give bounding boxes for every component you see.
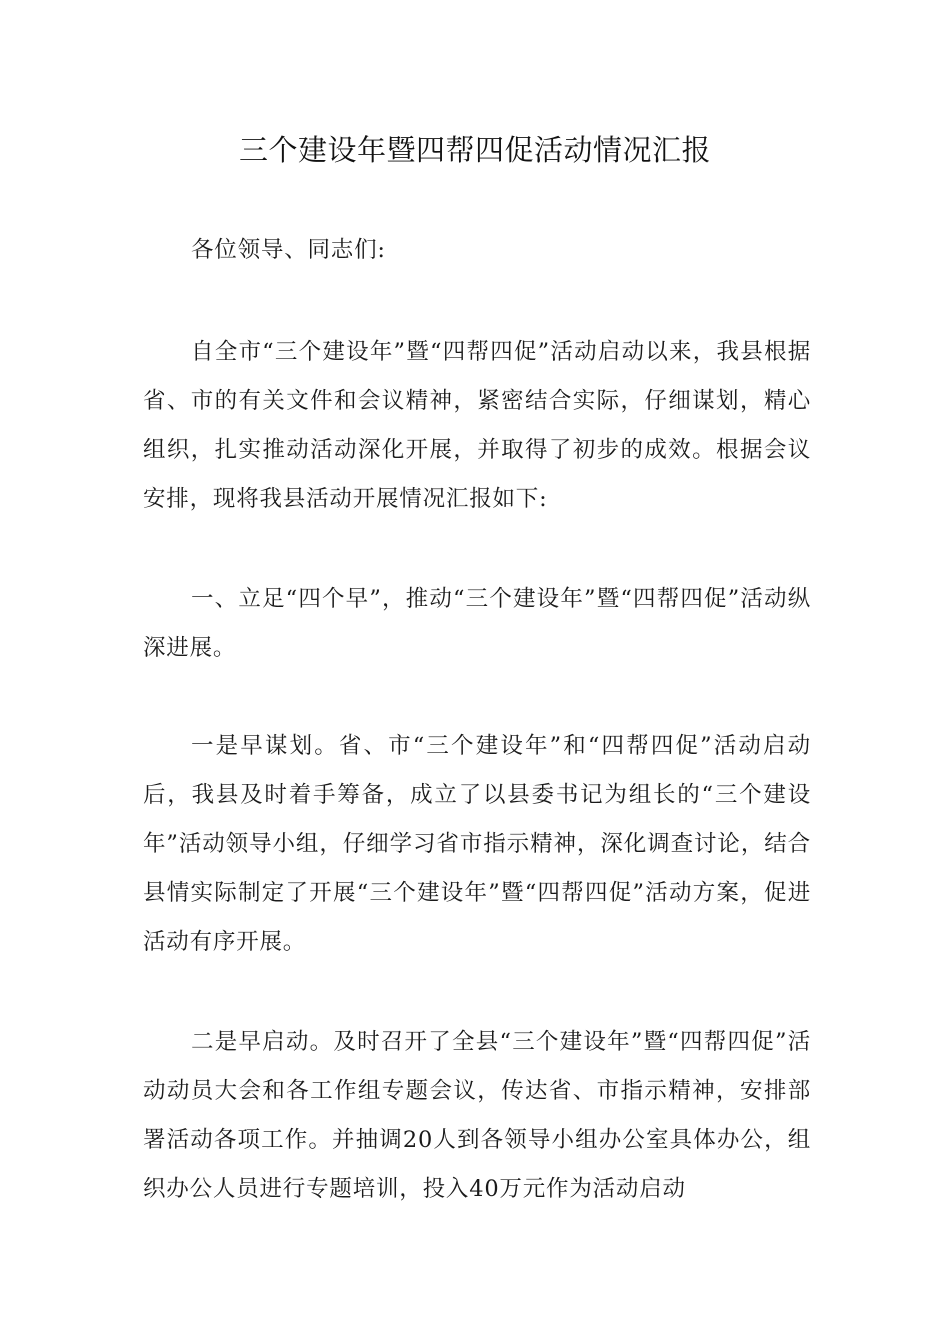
paragraph-early-planning: 一是早谋划。省、市“三个建设年”和“四帮四促”活动启动后，我县及时着手筹备，成立了以县委书记为组长的“三个建设年”活动领导小组，仔细学习省市指示精神，深化调查讨论，结合县情实际制定了开展“三个建设年”暨“四帮四促”活动方案，促进活动有序开展。 bbox=[143, 733, 811, 955]
salutation: 各位领导、同志们: bbox=[191, 237, 386, 263]
paragraph-intro: 自全市“三个建设年”暨“四帮四促”活动启动以来，我县根据省、市的有关文件和会议精神，紧密结合实际，仔细谋划，精心组织，扎实推动活动深化开展，并取得了初步的成效。根据会议安排，现将我县活动开展情况汇报如下: bbox=[143, 339, 811, 512]
document-title: 三个建设年暨四帮四促活动情况汇报 bbox=[238, 133, 711, 167]
section-heading-1: 一、立足“四个早”，推动“三个建设年”暨“四帮四促”活动纵深进展。 bbox=[143, 586, 811, 661]
paragraph-early-launch: 二是早启动。及时召开了全县“三个建设年”暨“四帮四促”活动动员大会和各工作组专题会议，传达省、市指示精神，安排部署活动各项工作。并抽调20人到各领导小组办公室具体办公，组织办公人员进行专题培训，投入40万元作为活动启动 bbox=[143, 1029, 811, 1202]
